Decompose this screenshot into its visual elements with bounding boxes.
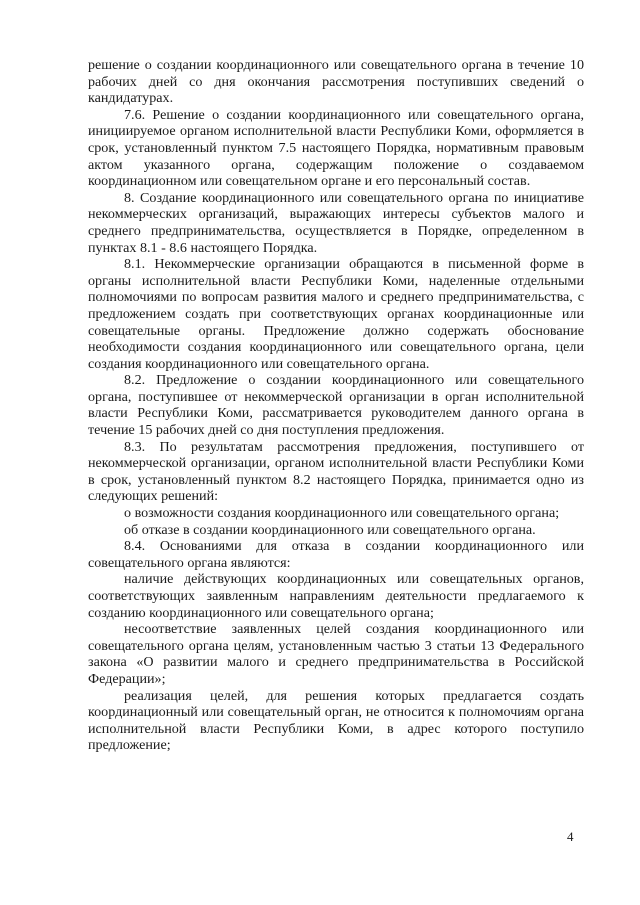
paragraph-8-2: 8.2. Предложение о создании координационного или совещательного органа, поступившее от некоммерческой организации в орган исполнительной власти Республики Коми, рассматривается руководителем данного органа в течение 15 рабочих дней со дня поступления предложения. [88,372,584,439]
refusal-ground-goal-mismatch: несоответствие заявленных целей создания координационного или совещательного органа целям, установленным частью 3 статьи 13 Федерального закона «О развитии малого и среднего предпринимательства в Российской Федерации»; [88,621,584,687]
decision-option-refusal: об отказе в создании координационного или совещательного органа. [124,521,536,538]
paragraph-8-1: 8.1. Некоммерческие организации обращаются в письменной форме в органы исполнительной власти Республики Коми, наделенные отдельными полномочиями по вопросам развития малого и среднего предпринимательства, с предложением создать при соответствующих органах координационные или совещательные органы. Предложение должно содержать обоснование необходимости создания координационного или совещательного органа, цели создания координационного или совещательного органа. [88,256,584,372]
paragraph-7-6: 7.6. Решение о создании координационного или совещательного органа, инициируемое органом исполнительной власти Республики Коми, оформляется в срок, установленный пунктом 7.5 настоящего Порядка, нормативным правовым актом указанного органа, содержащим положение о создаваемом координационном или совещательном органе и его персональный состав. [88,106,584,190]
page-number: 4 [567,829,574,844]
paragraph-8-4: 8.4. Основаниями для отказа в создании координационного или совещательного органа являются: [88,538,584,571]
paragraph-8: 8. Создание координационного или совещательного органа по инициативе некоммерческих организаций, выражающих интересы субъектов малого и среднего предпринимательства, осуществляется в Порядке, определенном в пунктах 8.1 - 8.6 настоящего Порядка. [88,189,584,256]
paragraph-8-3: 8.3. По результатам рассмотрения предложения, поступившего от некоммерческой организации, органом исполнительной власти Республики Коми в срок, установленный пунктом 8.2 настоящего Порядка, принимается одно из следующих решений: [88,438,584,505]
refusal-ground-existing-bodies: наличие действующих координационных или совещательных органов, соответствующих заявленным направлениям деятельности предлагаемого к созданию координационного или совещательного органа; [88,571,584,621]
paragraph-continuation: решение о создании координационного или совещательного органа в течение 10 рабочих дней со дня окончания рассмотрения поступивших сведений о кандидатурах. [88,57,584,107]
document-body [88,57,584,754]
refusal-ground-authority: реализация целей, для решения которых предлагается создать координационный или совещательный орган, не относится к полномочиям органа исполнительной власти Республики Коми, в адрес которого поступило предложение; [88,687,584,754]
decision-option-possibility: о возможности создания координационного или совещательного органа; [124,505,560,522]
